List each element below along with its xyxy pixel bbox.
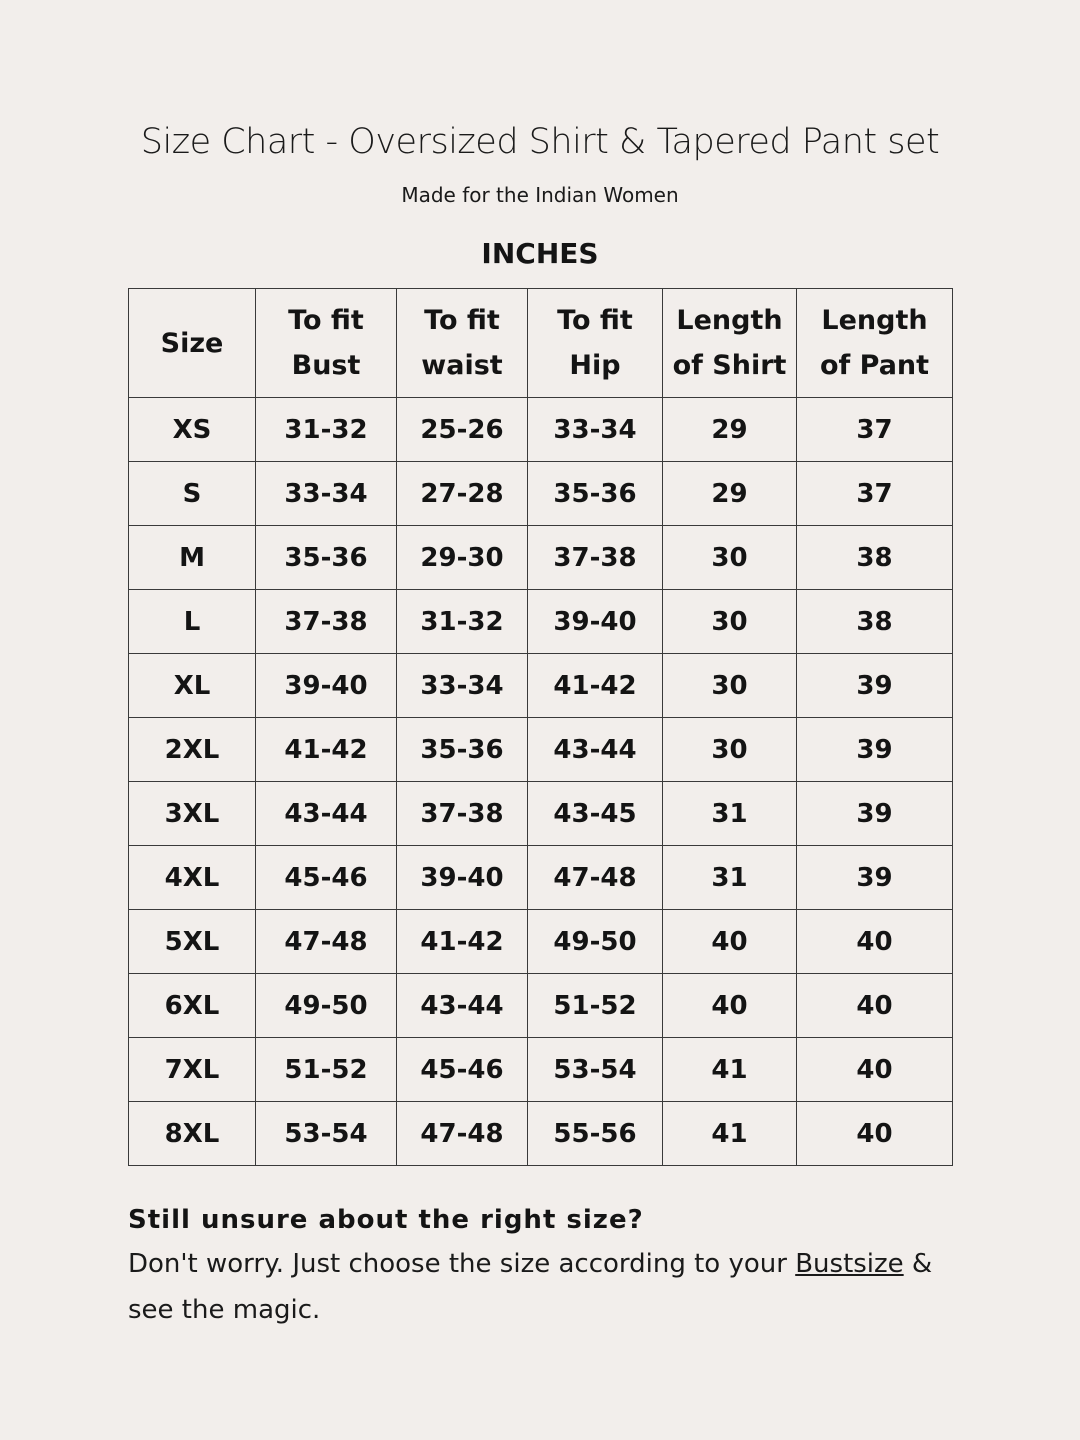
measurement-cell: 25-26 — [397, 398, 528, 462]
table-header-row — [129, 289, 953, 398]
help-heading: Still unsure about the right size? — [128, 1205, 644, 1235]
measurement-cell: 49-50 — [256, 974, 397, 1038]
table-row — [129, 718, 953, 782]
measurement-cell: 39-40 — [528, 590, 663, 654]
measurement-cell: 33-34 — [528, 398, 663, 462]
measurement-cell: 29-30 — [397, 526, 528, 590]
table-row — [129, 590, 953, 654]
measurement-cell: 31-32 — [397, 590, 528, 654]
table-row — [129, 462, 953, 526]
measurement-cell: 40 — [663, 974, 797, 1038]
measurement-cell: 40 — [797, 910, 953, 974]
measurement-cell: 37 — [797, 398, 953, 462]
column-header-line: Length — [821, 305, 928, 336]
measurement-cell: 43-44 — [528, 718, 663, 782]
measurement-cell: 39 — [797, 718, 953, 782]
size-cell: S — [129, 462, 256, 526]
table-row — [129, 526, 953, 590]
table-row — [129, 1038, 953, 1102]
measurement-cell: 51-52 — [256, 1038, 397, 1102]
measurement-cell: 35-36 — [256, 526, 397, 590]
measurement-cell: 41-42 — [397, 910, 528, 974]
measurement-cell: 39 — [797, 654, 953, 718]
column-header-line: To fit — [557, 305, 633, 336]
measurement-cell: 53-54 — [528, 1038, 663, 1102]
column-header-line: Length — [676, 305, 783, 336]
unit-label: INCHES — [481, 237, 599, 270]
measurement-cell: 35-36 — [528, 462, 663, 526]
help-text — [128, 1241, 952, 1333]
size-cell: 7XL — [129, 1038, 256, 1102]
measurement-cell: 40 — [797, 1102, 953, 1166]
measurement-cell: 41 — [663, 1038, 797, 1102]
measurement-cell: 40 — [663, 910, 797, 974]
measurement-cell: 31-32 — [256, 398, 397, 462]
size-cell: 6XL — [129, 974, 256, 1038]
size-help-section — [128, 1205, 952, 1333]
measurement-cell: 39 — [797, 846, 953, 910]
column-header-line: To fit — [288, 305, 364, 336]
column-header-line: Size — [160, 327, 224, 359]
measurement-cell: 30 — [663, 590, 797, 654]
measurement-cell: 37-38 — [528, 526, 663, 590]
measurement-cell: 31 — [663, 846, 797, 910]
measurement-cell: 41 — [663, 1102, 797, 1166]
measurement-cell: 30 — [663, 526, 797, 590]
measurement-cell: 37 — [797, 462, 953, 526]
table-row — [129, 782, 953, 846]
measurement-cell: 40 — [797, 1038, 953, 1102]
help-text-after: & see the magic. — [128, 1249, 933, 1325]
table-row — [129, 910, 953, 974]
table-row — [129, 398, 953, 462]
measurement-cell: 41-42 — [256, 718, 397, 782]
measurement-cell: 43-44 — [256, 782, 397, 846]
size-cell: 3XL — [129, 782, 256, 846]
measurement-cell: 27-28 — [397, 462, 528, 526]
measurement-cell: 47-48 — [256, 910, 397, 974]
size-cell: M — [129, 526, 256, 590]
column-header — [256, 289, 397, 398]
column-header — [797, 289, 953, 398]
column-header — [397, 289, 528, 398]
measurement-cell: 53-54 — [256, 1102, 397, 1166]
column-header-line: Bust — [291, 350, 361, 381]
size-cell: 8XL — [129, 1102, 256, 1166]
size-cell: XL — [129, 654, 256, 718]
measurement-cell: 37-38 — [397, 782, 528, 846]
page-title: Size Chart - Oversized Shirt & Tapered Pant set — [140, 122, 940, 162]
measurement-cell: 45-46 — [256, 846, 397, 910]
measurement-cell: 38 — [797, 590, 953, 654]
measurement-cell: 39-40 — [256, 654, 397, 718]
size-chart-table — [128, 288, 953, 1166]
table-row — [129, 654, 953, 718]
column-header-line: Hip — [569, 350, 621, 381]
measurement-cell: 29 — [663, 398, 797, 462]
measurement-cell: 33-34 — [397, 654, 528, 718]
measurement-cell: 38 — [797, 526, 953, 590]
measurement-cell: 39 — [797, 782, 953, 846]
measurement-cell: 30 — [663, 718, 797, 782]
measurement-cell: 43-45 — [528, 782, 663, 846]
help-text-before: Don't worry. Just choose the size according to your — [128, 1249, 796, 1279]
measurement-cell: 33-34 — [256, 462, 397, 526]
size-cell: 4XL — [129, 846, 256, 910]
column-header-line: of Shirt — [672, 350, 787, 381]
size-cell: 5XL — [129, 910, 256, 974]
size-cell: L — [129, 590, 256, 654]
table-row — [129, 1102, 953, 1166]
measurement-cell: 47-48 — [397, 1102, 528, 1166]
size-cell: 2XL — [129, 718, 256, 782]
measurement-cell: 41-42 — [528, 654, 663, 718]
measurement-cell: 37-38 — [256, 590, 397, 654]
measurement-cell: 49-50 — [528, 910, 663, 974]
measurement-cell: 35-36 — [397, 718, 528, 782]
table-body — [129, 398, 953, 1166]
bustsize-link[interactable]: Bustsize — [795, 1249, 904, 1279]
table-row — [129, 846, 953, 910]
column-header — [663, 289, 797, 398]
measurement-cell: 39-40 — [397, 846, 528, 910]
measurement-cell: 40 — [797, 974, 953, 1038]
measurement-cell: 47-48 — [528, 846, 663, 910]
measurement-cell: 43-44 — [397, 974, 528, 1038]
page-subtitle: Made for the Indian Women — [401, 183, 679, 207]
column-header-line: waist — [421, 350, 503, 381]
measurement-cell: 45-46 — [397, 1038, 528, 1102]
column-header — [129, 289, 256, 398]
size-cell: XS — [129, 398, 256, 462]
measurement-cell: 51-52 — [528, 974, 663, 1038]
column-header-line: To fit — [424, 305, 500, 336]
column-header — [528, 289, 663, 398]
measurement-cell: 30 — [663, 654, 797, 718]
measurement-cell: 29 — [663, 462, 797, 526]
table-row — [129, 974, 953, 1038]
column-header-line: of Pant — [819, 350, 930, 381]
measurement-cell: 55-56 — [528, 1102, 663, 1166]
measurement-cell: 31 — [663, 782, 797, 846]
